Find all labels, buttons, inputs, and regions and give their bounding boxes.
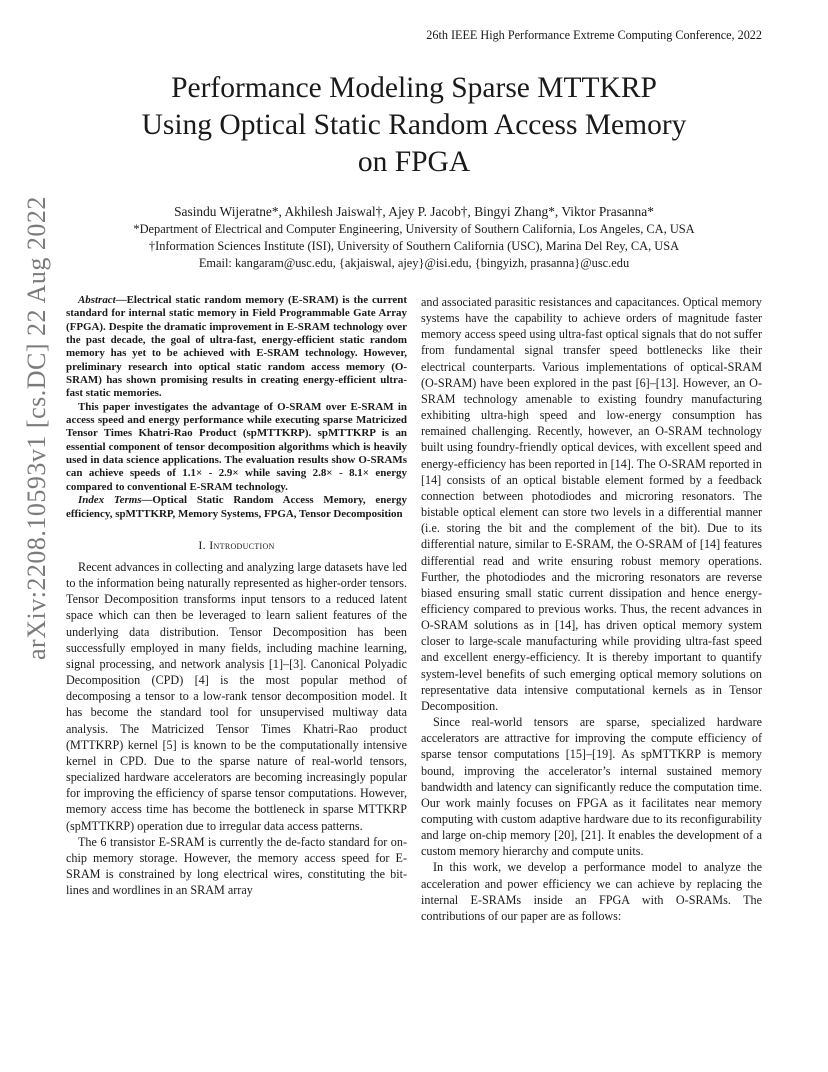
index-terms-label: Index Terms: [78, 494, 142, 507]
right-column: [421, 294, 762, 924]
arxiv-stamp: arXiv:2208.10593v1 [cs.DC] 22 Aug 2022: [22, 196, 51, 660]
paper-title: [0, 70, 828, 181]
index-terms-text: —Optical Static Random Access Memory, energy efficiency, spMTTKRP, Memory Systems, FPGA, Tensor Decomposition: [66, 494, 407, 520]
intro-paragraph-2: The 6 transistor E-SRAM is currently the de-facto standard for on-chip memory storage. However, the memory access speed for E-SRAM is constrained by long electrical wires, constituting the bit-lines and wordlines in an SRAM array: [66, 834, 407, 898]
conference-header: 26th IEEE High Performance Extreme Computing Conference, 2022: [426, 28, 762, 42]
title-line: Performance Modeling Sparse MTTKRP: [171, 72, 657, 104]
intro-paragraph-3: and associated parasitic resistances and capacitances. Optical memory systems have the capability to achieve orders of magnitude faster memory access speed using ultra-fast optical signals that do not suffer from fundamental signal transfer speed bottlenecks like their electrical counterparts. Various implementations of optical-SRAM (O-SRAM) have been explored in the past [6]–[13]. However, an O-SRAM technology amenable to existing foundry manufacturing exhibiting ultra-high speed and low-energy consumption has remained challenging. Recently, however, an O-SRAM technology built using foundry-friendly optical devices, with excellent speed and energy-efficiency has been reported in [14]. The O-SRAM reported in [14] consists of an optical bistable element formed by a feedback connection between photodiodes and microring resonators. The bistable optical element can store two levels in a differential manner (i.e. storing the bit and the complement of the bit). Due to its differential nature, similar to E-SRAM, the O-SRAM of [14] features differential read and write ensuring robust memory operations. Further, the photodiodes and the microring resonators are reverse biased ensuring small static current dissipation and hence energy-efficiency compared to previous works. Thus, the recent advances in O-SRAM solutions as in [14], has driven optical memory system closer to large-scale manufacturing while providing ultra-fast speed and excellent energy-efficiency. It is thereby important to quantify system-level benefits of such emerging optical memory solutions on representative data intensive computational kernels as in Tensor Decomposition.: [421, 295, 762, 713]
title-line: on FPGA: [357, 146, 471, 178]
section-heading-introduction: [66, 537, 407, 553]
title-line: Using Optical Static Random Access Memory: [141, 109, 687, 141]
left-column: [66, 294, 407, 898]
affiliation-ece: *Department of Electrical and Computer Engineering, University of Southern California, Los Angeles, CA, USA: [133, 222, 695, 236]
abstract: [66, 294, 407, 401]
author-list: Sasindu Wijeratne*, Akhilesh Jaiswal†, Ajey P. Jacob†, Bingyi Zhang*, Viktor Prasanna*: [174, 204, 654, 219]
intro-paragraph-5: In this work, we develop a performance model to analyze the acceleration and power efficiency we can achieve by replacing the internal E-SRAMs inside an FPGA with O-SRAMs. The contributions of our paper are as follows:: [421, 860, 762, 923]
intro-paragraph-4: Since real-world tensors are sparse, specialized hardware accelerators are attractive for improving the compute efficiency of sparse tensor computations [15]–[19]. As spMTTKRP is memory bound, improving the accelerator’s internal sustained memory bandwidth and latency can significantly reduce the computation time. Our work mainly focuses on FPGA as it facilitates near memory computing with custom adaptive hardware due to its reconfigurability and large on-chip memory [20], [21]. It enables the development of a custom memory hierarchy and compute units.: [421, 715, 762, 859]
intro-paragraph-1: Recent advances in collecting and analyzing large datasets have led to the information being naturally represented as higher-order tensors. Tensor Decomposition transforms input tensors to a reduced latent space which can then be leveraged to learn salient features of the underlying data distribution. Tensor Decomposition has been successfully employed in many fields, including machine learning, signal processing, and network analysis [1]–[3]. Canonical Polyadic Decomposition (CPD) [4] is the most popular method of decomposing a tensor to a low-rank tensor decomposition model. It has become the standard tool for unsupervised multiway data analysis. The Matricized Tensor Times Khatri-Rao product (MTTKRP) kernel [5] is known to be the computationally intensive kernel in CPD. Due to the sparse nature of real-world tensors, specialized hardware accelerators are becoming increasingly popular for improving the efficiency of sparse tensor computations. However, memory access time has become the bottleneck in sparse MTTKRP (spMTTKRP) operation due to irregular data access patterns.: [66, 560, 407, 833]
abstract-label: Abstract: [78, 294, 116, 306]
section-number: I.: [198, 537, 206, 552]
author-emails: Email: kangaram@usc.edu, {akjaiswal, ajey}@isi.edu, {bingyizh, prasanna}@usc.edu: [198, 256, 630, 270]
abstract-paragraph-2: This paper investigates the advantage of O-SRAM over E-SRAM in access speed and energy performance while executing sparse Matricized Tensor Times Khatri-Rao Product (spMTTKRP). spMTTKRP is an essential component of tensor decomposition algorithms which is heavily used in data science applications. The evaluation results show O-SRAMs can achieve speeds of 1.1× - 2.9× while saving 2.8× - 8.1× energy compared to conventional E-SRAM technology.: [66, 400, 407, 493]
affiliation-isi: †Information Sciences Institute (ISI), University of Southern California (USC), Marina Del Rey, CA, USA: [148, 239, 680, 253]
index-terms: [66, 494, 407, 521]
abstract-paragraph-1: —Electrical static random memory (E-SRAM) is the current standard for internal static memory in Field Programmable Gate Array (FPGA). Despite the dramatic improvement in E-SRAM technology over the past decade, the goal of ultra-fast, energy-efficient static random memory has yet to be achieved with E-SRAM technology. However, preliminary research into optical static random access memory (O-SRAM) has shown promising results in creating energy-efficient ultra-fast static memories.: [66, 294, 407, 400]
section-title: Introduction: [209, 537, 275, 552]
